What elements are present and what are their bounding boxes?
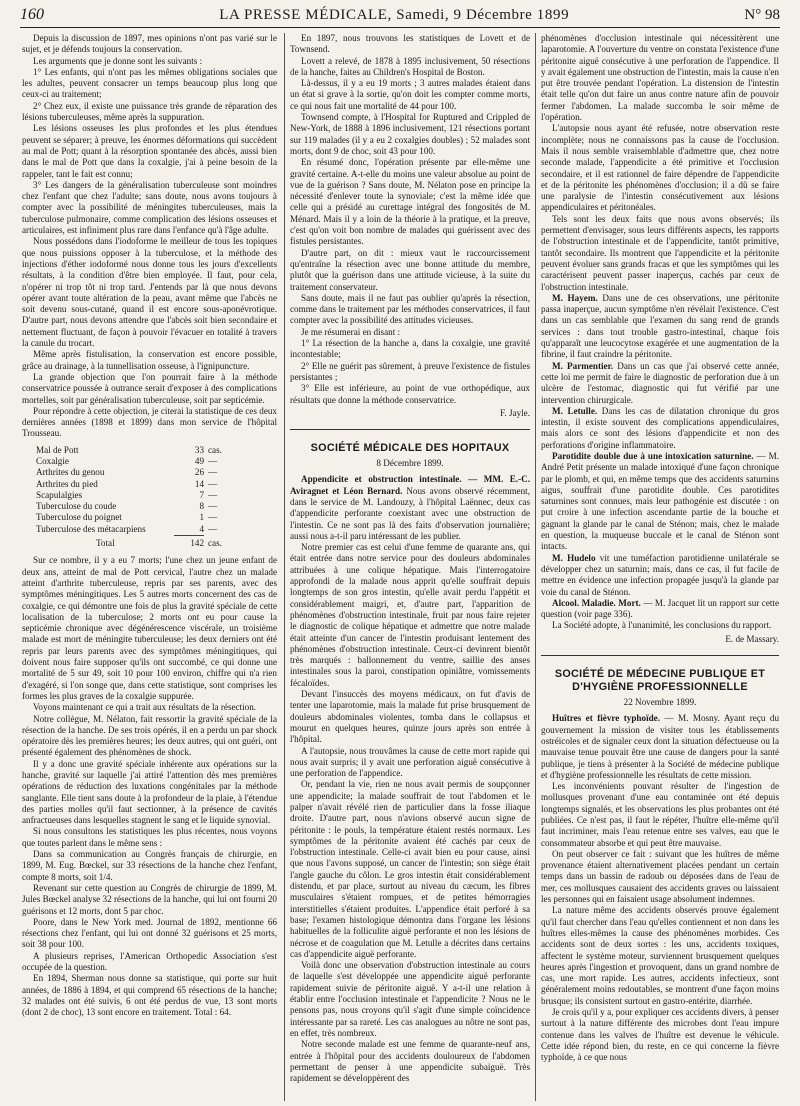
speaker-name: M. Letulle. <box>552 405 598 416</box>
table-cell-count: 7 <box>199 489 204 500</box>
table-cell-count: 26 <box>194 467 204 478</box>
paragraph: La Société adopte, à l'unanimité, les conclusions du rapport. <box>552 620 772 631</box>
speech-text: vit une tuméfaction parotidienne unilatérale se développer chez un saturnin; mais, dans ce cas, il fut facile de mettre en évidence une infection propagée jusqu'à la glande par voie du canal de Sténon. <box>541 552 779 597</box>
section-rule <box>290 429 530 430</box>
paragraph: En résumé donc, l'opération présente par elle-même une gravité certaine. A-t-elle du moins une valeur absolue au point de vue de la guérison ? Sans doute, M. Nélaton pose en principe la nécessité d'enlever toute la synoviale; c'est la même idée que celle qui a présidé au curettage intégral des fongosités de M. Ménard. Mais il y a loin de la théorie à la pratique, et la preuve, c'est qu'on voit bon nombre de malades qui guérissent avec des fistules persistantes. <box>290 157 530 247</box>
table-row <box>36 524 236 536</box>
speaker-name: M. Hayem. <box>552 292 598 303</box>
article-authors: — MM. E.-C. Aviragnet et Léon Bernard. <box>290 474 530 496</box>
article-title: Huîtres et fièvre typhoïde. <box>552 713 661 724</box>
paragraph: Notre premier cas est celui d'une femme de quarante ans, qui était entrée dans notre service pour des douleurs abdominales attribuées à une colique hépatique. Mais l'interrogatoire approfondi de la malade nous apprit qu'elle souffrait depuis longtemps de son gros intestin, qu'elle avait perdu l'appétit et considérablement maigri, et, d'autre part, l'apparition de phénomènes d'obstruction intestinale, fruit par nous faire rejeter le diagnostic de colique hépatique et admettre que notre malade était atteinte d'un cancer de l'intestin produisant lentement des phénomènes d'obstruction intestinale. Ceux-ci devinrent bientôt très marqués : ballonnement du ventre, saillie des anses intestinales sous la paroi, constipation opiniâtre, vomissements fécaloïdes. <box>290 542 530 688</box>
paragraph: Or, pendant la vie, rien ne nous avait permis de soupçonner une appendicite; la malade souffrait de tout l'abdomen et le palper n'avait révélé rien de particulier dans la fosse iliaque droite. D'autre part, nous n'avions observé aucun signe de péritonite : le pouls, la température étaient restés normaux. Les symptômes de la péritonite avaient été cachés par ceux de l'obstruction intestinale. Celle-ci avait bien eu pour cause, ainsi que nous l'avons supposé, un cancer de l'intestin; son siège était l'angle gauche du côlon. Le gros intestin était considérablement distendu, et par place, surtout au niveau du cæcum, les fibres musculaires s'étaient rompues, et de petites hémorragies interstitielles s'étaient produites. L'appendice était perforé à sa base; l'examen histologique démontra dans l'organe les lésions habituelles de la folliculite aiguë perforante et non les lésions de nécrose et de coagulation que M. Letulle a décrites dans certains cas d'appendicite aiguë perforante. <box>290 779 530 959</box>
paragraph: 1° Les enfants, qui n'ont pas les mêmes obligations sociales que les adultes, peuvent consacrer un temps beaucoup plus long que ceux-ci au traitement; <box>22 66 277 100</box>
paragraph: Je crois qu'il y a, pour expliquer ces accidents divers, à penser surtout à la nature différente des microbes dont l'eau impure contenue dans les valves de l'huître est devenue le véhicule. Cette idée répond bien, du reste, en ce qui concerne la fièvre typhoïde, à ce que nous <box>541 1007 779 1063</box>
table-cell-label: Tuberculose du poignet <box>36 512 122 523</box>
author-signature: F. Jayle. <box>500 407 530 418</box>
table-cell-unit: cas. <box>208 444 222 455</box>
table-cell-unit: — <box>208 489 218 500</box>
page-header <box>20 4 780 26</box>
table-cell-label: Arthrites du genou <box>36 467 105 478</box>
speech-text: Dans une de ces observations, une péritonite passa inaperçue, aucun symptôme n'en révélait l'existence. C'est dans un cas semblable que l'examen du sang rend de grands services : dans tout trouble gastro-intestinal, chaque fois qu'apparaît une leucocytose exagérée et une augmentation de la fibrine, il faut craindre la péritonite. <box>541 292 779 360</box>
paragraph: Notre collègue, M. Nélaton, fait ressortir la gravité spéciale de la résection de la hanche. De ses trois opérés, il en a perdu un par shock opératoire dès les premières heures; les deux autres, qui ont guéri, ont présenté également des phénomènes de shock. <box>22 713 277 758</box>
section-rule <box>541 655 779 656</box>
paragraph: Dans sa communication au Congrès français de chirurgie, en 1899, M. Eug. Bœckel, sur 33 résections de la hanche chez l'enfant, compte 8 morts, soit 1/4. <box>22 849 277 882</box>
paragraph: 1° La résection de la hanche a, dans la coxalgie, une gravité incontestable; <box>290 338 530 360</box>
article-paragraph <box>541 713 779 781</box>
table-row <box>36 512 236 523</box>
speech <box>541 361 779 406</box>
article-title: Parotidite double due à une intoxication saturnine. <box>552 450 754 461</box>
paragraph: Je me résumerai en disant : <box>301 326 401 337</box>
paragraph: Notre seconde malade est une femme de quarante-neuf ans, entrée à l'hôpital pour des accidents douloureux de l'abdomen permettant de penser à une appendicite subaiguë. Très rapidement se développèrent des <box>290 1039 530 1084</box>
table-cell-unit: — <box>208 524 218 535</box>
article-paragraph <box>541 451 779 553</box>
table-row <box>36 456 236 467</box>
table-cell-label: Tuberculose du coude <box>36 501 117 512</box>
article-lead: — M. André Petit présente un malade intoxiqué d'une façon chronique par le plomb, et qui, en même temps que des accidents saturnins aigus, souffrait d'une parotidite double. Ces parotidites saturnines sont connues, mais leur pathogénie est discutée : on put croire à une infection ascendante partie de la bouche et gagnant la glande par le canal de Sténon; mais, chez le malade en question, la muqueuse buccale et le canal de Sténon sont intacts. <box>541 450 779 552</box>
speaker-name: M. Parmentier. <box>552 360 614 371</box>
section-title: SOCIÉTÉ MÉDICALE DES HOPITAUX <box>310 442 510 455</box>
paragraph: En 1894, Sherman nous donne sa statistique, qui porte sur huit années, de 1886 à 1894, et qui comprend 65 résections de la hanche; 32 malades ont été suivis, 6 ont été perdus de vue, 13 sont morts (dont 2 de choc), 13 sont encore en traitement. Total : 64. <box>22 973 277 1018</box>
paragraph: Les arguments que je donne sont les suivants : <box>33 55 203 66</box>
table-cell-count: 4 <box>199 523 204 534</box>
table-cell-count: 33 <box>194 444 204 455</box>
paragraph: A l'autopsie, nous trouvâmes la cause de cette mort rapide qui nous avait surpris; il y avait une perforation aiguë consécutive à une perforation de l'appendice. <box>290 745 530 779</box>
article-paragraph <box>290 474 530 542</box>
article-title: Alcool. Maladie. Mort. <box>552 597 641 608</box>
table-row <box>36 467 236 478</box>
table-cell-unit: — <box>208 467 218 478</box>
paragraph: Voilà donc une observation d'obstruction intestinale au cours de laquelle s'est développée une appendicite aiguë perforante rapidement suivie de péritonite aiguë. Y a-t-il une relation à établir entre l'occlusion intestinale et l'appendicite ? Nous ne le pensons pas, nous croyons qu'il s'agit d'une simple coïncidence intéressante par sa rareté. Les cas analogues au nôtre ne sont pas, en effet, très nombreux. <box>290 960 530 1038</box>
header-rule <box>20 27 780 28</box>
table-cell-unit: — <box>208 512 218 523</box>
paragraph: Townsend compte, à l'Hospital for Ruptured and Crippled de New-York, de 1888 à 1896 inclusivement, 121 résections portant sur 119 malades (il y a eu 2 coxalgies doubles) ; 52 malades sont morts, dont 9 de choc, soit 43 pour 100. <box>290 112 530 156</box>
column-2 <box>290 33 530 1101</box>
paragraph: L'autopsie nous ayant été refusée, notre observation reste incomplète; nous ne connaissons pas la cause de l'occlusion. Mais il nous semble vraisemblable d'admettre que, chez notre seconde malade, l'appendicite a été primitive et l'occlusion secondaire, et il est rationnel de faire dépendre de l'appendicite et de la péritonite les phénomènes d'occlusion; il a dû se faire une paralysie de l'intestin consécutivement aux lésions appendiculaires et péritonéales. <box>541 123 779 213</box>
paragraph: La nature même des accidents observés prouve également qu'il faut chercher dans l'eau qu'elles contiennent et non dans les huîtres elles-mêmes la cause des phénomènes morbides. Ces accidents sont de deux sortes : les uns, accidents toxiques, affectent le système moteur, surviennent brusquement quelques heures après l'ingestion et provoquent, dans un grand nombre de cas, une mort rapide. Les autres, accidents infectieux, sont généralement moins redoutables, se montrent d'une façon moins brusque; ils consistent surtout en gastro-entérite, diarrhée. <box>541 905 779 1006</box>
column-divider <box>284 33 285 1101</box>
table-row <box>36 501 236 512</box>
article-lead: — M. Jacquet lit un rapport sur cette question (voir page 336). <box>541 597 779 620</box>
table-row <box>36 479 236 490</box>
article-paragraph <box>541 598 779 621</box>
table-total-row <box>36 536 236 550</box>
paragraph: Sans doute, mais il ne faut pas oublier qu'après la résection, comme dans le traitement par les méthodes conservatrices, il faut compter avec la possibilité des attitudes vicieuses. <box>290 292 530 326</box>
paragraph: Tels sont les deux faits que nous avons observés; ils permettent d'envisager, sous leurs différents aspects, les rapports de l'obstruction intestinale et de l'appendicite, tantôt primitive, tantôt secondaire. Ils montrent que l'appendicite et la péritonite peuvent évoluer sans grands fracas et que les symptômes qui les caractérisent peuvent passer inaperçus, cachés par ceux de l'obstruction intestinale. <box>541 213 779 292</box>
paragraph: Poore, dans le New York med. Journal de 1892, mentionne 66 résections chez l'enfant, qui lui ont donné 32 guérisons et 25 morts, soit 38 pour 100. <box>22 916 277 950</box>
paragraph: Depuis la discussion de 1897, mes opinions n'ont pas varié sur le sujet, et je défends toujours la conservation. <box>22 33 277 55</box>
paragraph: On peut observer ce fait : suivant que les huîtres de même provenance étaient alternativement placées pendant un certain temps dans un bassin de radoub ou déposées dans de l'eau de mer, ces mollusques causaient des accidents graves ou laissaient les personnes qui en faisaient usage absolument indemnes. <box>541 848 779 905</box>
paragraph: phénomènes d'occlusion intestinale qui nécessitèrent une laparotomie. A l'ouverture du ventre on constata l'existence d'une péritonite aiguë consécutive à une perforation de l'appendice. Il y avait également une obstruction de l'intestin, mais la cause n'en put être trouvée pendant l'opération. La distension de l'intestin était telle qu'on dut faire un anus contre nature afin de pouvoir fermer l'abdomen. La malade succomba le soir même de l'opération. <box>541 33 779 123</box>
speech <box>541 553 779 598</box>
column-3 <box>541 33 779 1101</box>
speech <box>541 293 779 361</box>
table-row <box>36 490 236 501</box>
table-cell-unit: — <box>208 478 218 489</box>
article-title: Appendicite et obstruction intestinale. <box>301 474 462 485</box>
paragraph: Revenant sur cette question au Congrès de chirurgie de 1899, M. Jules Bœckel analyse 32 résections de la hanche, qui lui ont fourni 20 guérisons et 12 morts, dont 5 par choc. <box>22 882 277 916</box>
table-cell-label: Scapulalgies <box>36 489 83 500</box>
paragraph: Là-dessus, il y a eu 19 morts ; 3 autres malades étaient dans un état si grave à la sortie, qu'on doit les compter comme morts, ce qui nous fait une mortalité de 44 pour 100. <box>290 78 530 111</box>
paragraph: Les lésions osseuses les plus profondes et les plus étendues peuvent se séparer; à preuve, les énormes déformations qui succèdent au mal de Pott; quant à la résorption spontanée des abcès, aussi bien dans le mal de Pott que dans la coxalgie, j'ai à peine besoin de la rappeler, tant le fait est connu; <box>22 123 277 179</box>
paragraph: Lovett a relevé, de 1878 à 1895 inclusivement, 50 résections de la hanche, faites au Children's Hospital de Boston. <box>290 55 530 77</box>
paragraph: En 1897, nous trouvons les statistiques de Lovett et de Townsend. <box>290 33 530 55</box>
speech-text: Dans les cas de dilatation chronique du gros intestin, il existe souvent des complications appendiculaires, mais alors ce sont des lésions d'appendicite et non des perforations d'origine inflammatoire. <box>541 405 779 450</box>
speech <box>541 406 779 451</box>
article-lead: — M. Mosny. Ayant reçu du gouvernement la mission de visiter tous les établissements ostréicoles et de signaler ceux dont la situation défectueuse ou la mauvaise tenue pouvait être une cause de dangers pour la santé publique, je tiens à présenter à la Société de médecine publique et d'hygiène professionnelle les résultats de cette mission. <box>541 713 779 780</box>
paragraph: Les inconvénients pouvant résulter de l'ingestion de mollusques provenant d'une eau contaminée ont été depuis longtemps signalés, et les observations les plus probantes ont été publiées. Ce n'est pas, il faut le répéter, l'huître elle-même qu'il faut incriminer, mais l'eau retenue entre ses valves, eau que le consommateur absorbe et qui peut être mauvaise. <box>541 781 779 848</box>
table-total-label: Total <box>96 537 115 548</box>
paragraph: 2° Chez eux, il existe une puissance très grande de réparation des lésions tuberculeuses, même après la suppuration. <box>22 100 277 123</box>
section-title: SOCIÉTÉ DE MÉDECINE PUBLIQUE ET D'HYGIÈNE PROFESSIONNELLE <box>554 668 766 694</box>
table-cell-count: 8 <box>199 501 204 512</box>
article-lead: Nous avons observé récemment, dans le service de M. Landouzy, à l'hôpital Laënnec, deux cas d'appendicite perforante coexistant avec une obstruction de l'intestin. Ce ne sont pas là des faits d'observation journalière; aussi nous a-t-il paru intéressant de les publier. <box>290 485 530 541</box>
section-date: 22 Novembre 1899. <box>623 697 697 708</box>
author-signature: E. de Massary. <box>725 633 779 644</box>
paragraph: Même après fistulisation, la conservation est encore possible, grâce au drainage, à la tunnellisation osseuse, à l'ignipuncture. <box>22 349 277 371</box>
table-row <box>36 445 236 456</box>
section-date: 8 Décembre 1899. <box>376 458 444 469</box>
paragraph: Sur ce nombre, il y a eu 7 morts; l'une chez un jeune enfant de deux ans, atteint de mal de Pott cervical, l'autre chez un malade atteint d'arthrite tuberculeuse, repris par ses parents, avec des symptômes méningitiques. Les 5 autres morts concernent des cas de coxalgie, ce qui démontre une fois de plus la gravité spéciale de cette localisation de la tuberculose; 2 morts ont eu pour cause la septicémie chronique avec dégénérescence viscérale, un troisième malade est mort de méningite tuberculeuse; les deux derniers ont été repris par leurs parents avec des symptômes méningitiques, qui doivent nous faire supposer qu'ils ont succombé, ce qui donne une mortalité de 5 sur 49, soit 10 pour 100 environ, chiffre qui n'a rien d'exagéré, si l'on songe que, dans cette statistique, sont comprises les formes les plus graves de la coxalgie suppurée. <box>22 555 277 701</box>
paragraph: 2° Elle ne guérit pas sûrement, à preuve l'existence de fistules persistantes ; <box>290 360 530 382</box>
table-total-unit: cas. <box>208 537 222 548</box>
paragraph: 3° Les dangers de la généralisation tuberculeuse sont moindres chez l'enfant que chez l'adulte; sans doute, nous avons toujours à compter avec la possibilité de méningites tuberculeuses, mais la tuberculose pulmonaire, comme complication des lésions osseuses et articulaires, est infiniment plus rare dans l'enfance qu'à l'âge adulte. <box>22 179 277 236</box>
column-1 <box>22 33 277 1101</box>
paragraph: 3° Elle est inférieure, au point de vue orthopédique, aux résultats que donne la méthode conservatrice. <box>290 383 530 405</box>
issue-number: N° 98 <box>744 6 780 23</box>
statistics-table <box>36 445 236 550</box>
speech-text: Dans un cas que j'ai observé cette année, cette loi me permit de faire le diagnostic de perforation due à un ulcère de l'estomac, diagnostic qui fut vérifié par une intervention chirurgicale. <box>541 360 779 405</box>
table-cell-count: 1 <box>199 512 204 523</box>
page-number: 160 <box>20 6 44 23</box>
paragraph: D'autre part, on dit : mieux vaut le raccourcissement qu'entraîne la résection avec une bonne attitude du membre, plutôt que la guérison dans une attitude vicieuse, à la suite du traitement conservateur. <box>290 247 530 292</box>
paragraph: Devant l'insuccès des moyens médicaux, on fut d'avis de tenter une laparotomie, mais la malade fut prise brusquement de douleurs abdominales violentes, tomba dans le collapsus et mourut en quelques heures, quinze jours après son entrée à l'hôpital. <box>290 689 530 745</box>
table-cell-label: Mal de Pott <box>36 444 79 455</box>
paragraph: Nous possédons dans l'iodoforme le meilleur de tous les topiques que nous puissions opposer à la tuberculose, et la méthode des injections d'éther iodoformé nous donne tous les jours d'excellents résultats, à la condition d'être bien employée. Il faut, pour cela, n'opérer ni trop tôt ni trop tard. J'entends par là que nous devons opérer avant toute altération de la peau, avant même que l'abcès ne soit devenu sous-cutané, quand il est encore sous-aponévrotique. D'autre part, nous devons attendre que l'abcès soit bien secondaire et nettement fluctuant, de façon à pouvoir l'évacuer en totalité à travers la canule du trocart. <box>22 236 277 349</box>
table-cell-count: 14 <box>194 478 204 489</box>
paragraph: Il y a donc une gravité spéciale inhérente aux opérations sur la hanche, gravité sur laquelle j'ai attiré l'attention dès mes premières opérations de réduction des luxations congénitales par la méthode sanglante. Elle tient sans doute à la profondeur de la plaie, à l'étendue des parties molles qu'il faut sectionner, à la présence de cavités anfractueuses dans lesquelles stagnent le sang et le liquide synovial. <box>22 758 277 826</box>
paragraph: La grande objection que l'on pourrait faire à la méthode conservatrice poussée à outrance serait d'exposer à des complications mortelles, soit par généralisation tuberculeuse, soit par septicémie. <box>22 371 277 405</box>
table-cell-label: Tuberculose des métacarpiens <box>36 524 146 535</box>
speaker-name: M. Hudelo <box>552 552 596 563</box>
paragraph: A plusieurs reprises, l'American Orthopedic Association s'est occupée de la question. <box>22 950 277 973</box>
column-divider <box>535 33 536 1101</box>
table-cell-unit: — <box>208 455 218 466</box>
table-total-count: 142 <box>174 536 204 550</box>
table-cell-unit: — <box>208 501 218 512</box>
paragraph: Si nous consultons les statistiques les plus récentes, nous voyons que toutes parlent dans le même sens : <box>22 826 277 848</box>
paragraph: Voyons maintenant ce qui a trait aux résultats de la résection. <box>33 702 257 713</box>
table-cell-count: 49 <box>194 455 204 466</box>
journal-title: LA PRESSE MÉDICALE, Samedi, 9 Décembre 1899 <box>219 6 570 23</box>
table-cell-label: Arthrites du pied <box>36 478 98 489</box>
paragraph: Pour répondre à cette objection, je citerai la statistique de ces deux dernières années (1898 et 1899) dans mon service de l'hôpital Trousseau. <box>22 405 277 439</box>
table-cell-label: Coxalgie <box>36 455 69 466</box>
